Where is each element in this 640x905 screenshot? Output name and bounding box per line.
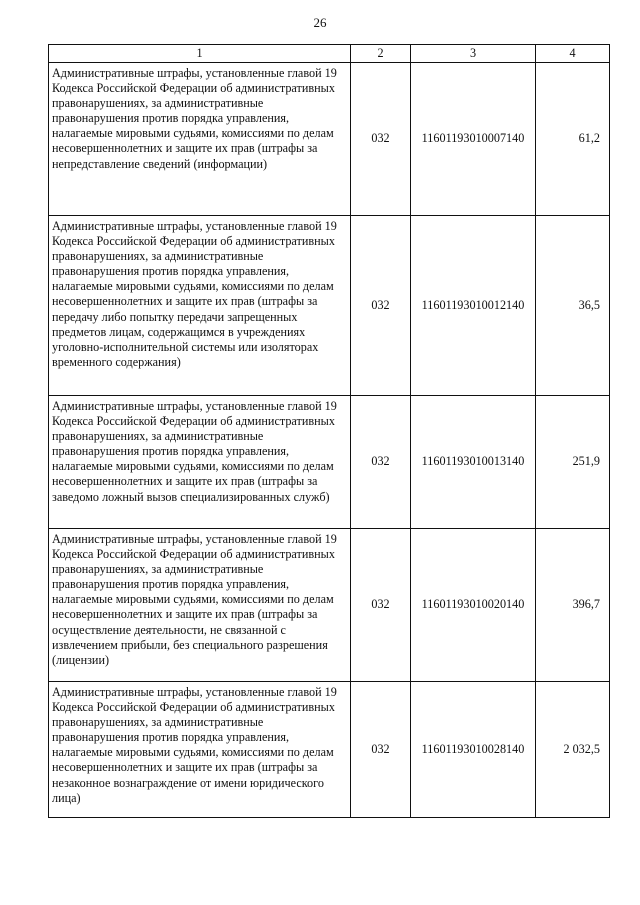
description-line: правонарушения против порядка управления,	[52, 730, 290, 745]
amount-value: 396,7	[536, 529, 610, 682]
column-header-2: 2	[351, 45, 411, 63]
description-line: налагаемые мировыми судьями, комиссиями по делам	[52, 279, 334, 294]
description-line: Кодекса Российской Федерации об административных	[52, 81, 335, 96]
administrator-code: 032	[351, 63, 411, 216]
table-row	[49, 682, 610, 818]
description-line: Административные штрафы, установленные главой 19	[52, 66, 337, 80]
budget-classification-code: 11601193010020140	[411, 529, 536, 682]
description-line: незаконное вознаграждение от имени юридического	[52, 775, 324, 790]
budget-revenue-table	[48, 44, 610, 818]
description-line: правонарушениях, за административные	[52, 715, 264, 730]
administrator-code: 032	[351, 529, 411, 682]
amount-value: 251,9	[536, 396, 610, 529]
description-line: налагаемые мировыми судьями, комиссиями по делам	[52, 592, 334, 607]
description-line: налагаемые мировыми судьями, комиссиями по делам	[52, 126, 334, 141]
column-header-1: 1	[49, 45, 351, 63]
table-row	[49, 63, 610, 216]
description-line: правонарушения против порядка управления,	[52, 264, 290, 279]
description-line: осуществление деятельности, не связанной с	[52, 622, 286, 637]
description-line: правонарушения против порядка управления,	[52, 111, 290, 126]
description-line: Административные штрафы, установленные главой 19	[52, 219, 337, 233]
description-line: Административные штрафы, установленные главой 19	[52, 532, 337, 546]
description-line: Административные штрафы, установленные главой 19	[52, 685, 337, 699]
budget-classification-code: 11601193010028140	[411, 682, 536, 818]
description-line: налагаемые мировыми судьями, комиссиями по делам	[52, 459, 334, 474]
revenue-description	[49, 396, 351, 529]
description-line: непредставление сведений (информации)	[52, 156, 268, 171]
table-row	[49, 529, 610, 682]
budget-classification-code: 11601193010013140	[411, 396, 536, 529]
description-line: извлечением прибыли, без специального разрешения	[52, 637, 328, 652]
revenue-description	[49, 529, 351, 682]
description-line: Кодекса Российской Федерации об административных	[52, 234, 335, 249]
header-row	[49, 45, 610, 63]
page-number: 26	[313, 15, 327, 30]
amount-value: 36,5	[536, 216, 610, 396]
description-line: временного содержания)	[52, 354, 181, 369]
description-line: предметов лицам, содержащимся в учреждениях	[52, 324, 306, 339]
description-line: правонарушения против порядка управления,	[52, 577, 290, 592]
description-line: правонарушения против порядка управления,	[52, 444, 290, 459]
table-row	[49, 216, 610, 396]
description-line: правонарушениях, за административные	[52, 562, 264, 577]
description-line: несовершеннолетних и защите их прав (штрафы за	[52, 607, 318, 622]
description-line: правонарушениях, за административные	[52, 96, 264, 111]
description-line: несовершеннолетних и защите их прав (штрафы за	[52, 760, 318, 775]
amount-value: 2 032,5	[536, 682, 610, 818]
description-line: заведомо ложный вызов специализированных служб)	[52, 489, 330, 504]
description-line: Кодекса Российской Федерации об административных	[52, 414, 335, 429]
administrator-code: 032	[351, 216, 411, 396]
revenue-description	[49, 63, 351, 216]
description-line: правонарушениях, за административные	[52, 429, 264, 444]
description-line: несовершеннолетних и защите их прав (штрафы за	[52, 474, 318, 489]
description-line: Административные штрафы, установленные главой 19	[52, 399, 337, 413]
description-line: лица)	[52, 790, 81, 805]
description-line: правонарушениях, за административные	[52, 249, 264, 264]
description-line: несовершеннолетних и защите их прав (штрафы за	[52, 141, 318, 156]
description-line: налагаемые мировыми судьями, комиссиями по делам	[52, 745, 334, 760]
budget-classification-code: 11601193010012140	[411, 216, 536, 396]
description-line: Кодекса Российской Федерации об административных	[52, 547, 335, 562]
administrator-code: 032	[351, 396, 411, 529]
description-line: несовершеннолетних и защите их прав (штрафы за	[52, 294, 318, 309]
amount-value: 61,2	[536, 63, 610, 216]
description-line: уголовно-исполнительной системы или изоляторах	[52, 339, 319, 354]
description-line: (лицензии)	[52, 652, 110, 667]
column-header-4: 4	[536, 45, 610, 63]
table-row	[49, 396, 610, 529]
revenue-description	[49, 682, 351, 818]
column-header-3: 3	[411, 45, 536, 63]
administrator-code: 032	[351, 682, 411, 818]
budget-classification-code: 11601193010007140	[411, 63, 536, 216]
description-line: Кодекса Российской Федерации об административных	[52, 700, 335, 715]
description-line: передачу либо попытку передачи запрещенных	[52, 309, 298, 324]
revenue-description	[49, 216, 351, 396]
